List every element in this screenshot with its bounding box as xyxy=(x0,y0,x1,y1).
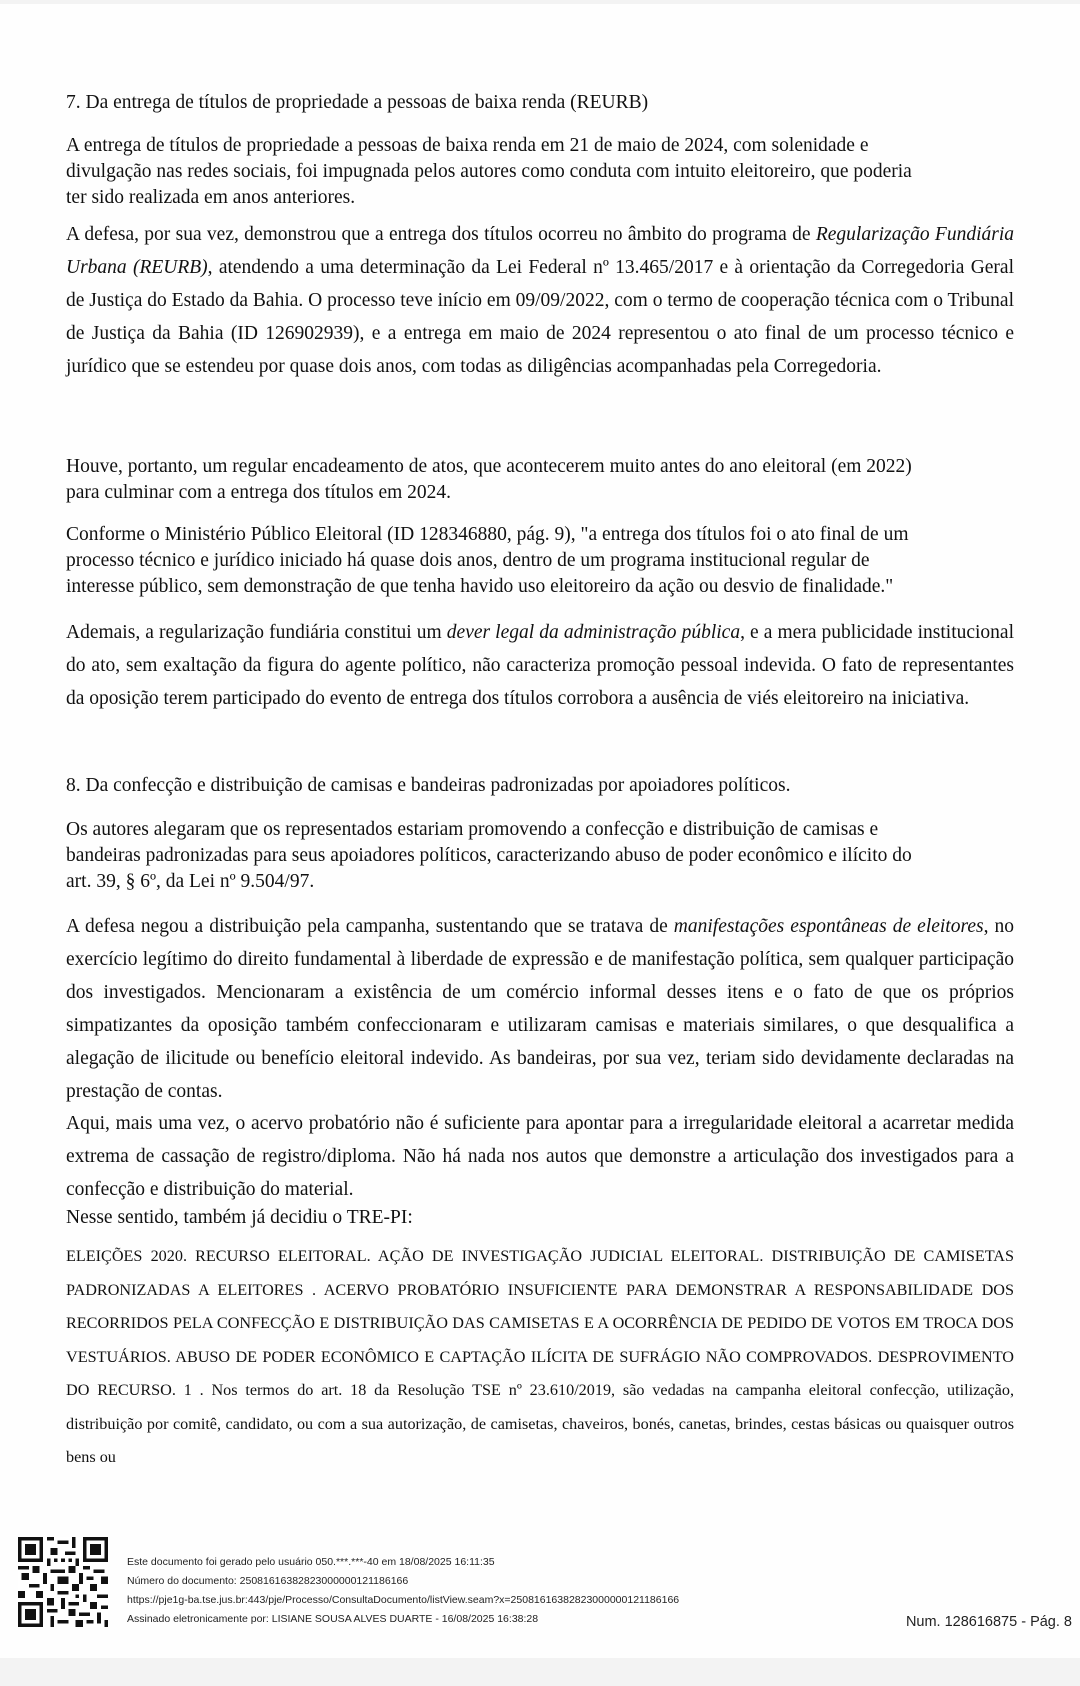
text-line: Houve, portanto, um regular encadeamento de atos, que acontecerem muito antes do ano eleitoral (em 2022) xyxy=(66,456,912,477)
document-url-link[interactable]: https://pje1g-ba.tse.jus.br:443/pje/Processo/ConsultaDocumento/listView.seam?x=25081616382823000000121186166 xyxy=(127,1594,680,1606)
viewer-bottom-bar xyxy=(0,1658,1080,1686)
text-line: interesse público, sem demonstração de que tenha havido uso eleitoreiro da ação ou desvio de finalidade." xyxy=(66,576,894,597)
page-number: Num. 128616875 - Pág. 8 xyxy=(905,1614,1072,1630)
text-line: bandeiras padronizadas para seus apoiadores políticos, caracterizando abuso de poder econômico e ilícito do xyxy=(66,845,912,866)
section-7-paragraph-1 xyxy=(66,133,1014,211)
signed-by-text: Assinado eletronicamente por: LISIANE SOUSA ALVES DUARTE - 16/08/2025 16:38:28 xyxy=(127,1613,539,1625)
section-8-paragraph-4: Nesse sentido, também já decidiu o TRE-PI: xyxy=(66,1207,413,1228)
text-run: , atendendo a uma determinação da Lei Federal nº 13.465/2017 e à orientação da Corregedoria Geral de Justiça do Estado da Bahia. O processo teve início em 09/09/2022, com o termo de cooperação técnica com o Tribunal de Justiça da Bahia (ID 126902939), e a entrega em maio de 2024 representou o ato final de um processo técnico e jurídico que se estendeu por quase dois anos, com todas as diligências acompanhadas pela Corregedoria. xyxy=(66,257,1014,377)
document-number-text: Número do documento: 25081616382823000000121186166 xyxy=(127,1575,409,1587)
text-run: , no exercício legítimo do direito fundamental à liberdade de expressão e de manifestação política, sem qualquer participação dos investigados. Mencionaram a existência de um comércio informal desses itens e o fato de que os próprios simpatizantes da oposição também confeccionaram e utilizaram camisas e materiais similares, o que desqualifica a alegação de ilicitude ou benefício eleitoral indevido. As bandeiras, por sua vez, teriam sido devidamente declaradas na prestação de contas. xyxy=(66,916,1014,1102)
text-run: , e a mera publicidade institucional do ato, sem exaltação da figura do agente político, não caracteriza promoção pessoal indevida. O fato de representantes da oposição terem participado do evento de entrega dos títulos corrobora a ausência de viés eleitoreiro na iniciativa. xyxy=(66,622,1015,709)
section-7-heading: 7. Da entrega de títulos de propriedade a pessoas de baixa renda (REURB) xyxy=(66,92,649,113)
section-8-paragraph-2 xyxy=(66,910,1014,1108)
text-line: divulgação nas redes sociais, foi impugnada pelos autores como conduta com intuito eleitoreiro, que poderia xyxy=(66,161,912,182)
viewer-top-bar xyxy=(0,0,1080,4)
document-footer xyxy=(127,1553,679,1629)
text-line: A entrega de títulos de propriedade a pessoas de baixa renda em 21 de maio de 2024, com solenidade e xyxy=(66,135,869,156)
generated-by-text: Este documento foi gerado pelo usuário 050.***.***-40 em 18/08/2025 16:11:35 xyxy=(127,1556,495,1568)
qr-code-icon xyxy=(18,1537,108,1627)
italic-text: dever legal da administração pública xyxy=(446,622,741,643)
section-7-paragraph-4 xyxy=(66,522,1014,600)
section-7-paragraph-3 xyxy=(66,454,1014,506)
case-law-ementa: ELEIÇÕES 2020. RECURSO ELEITORAL. AÇÃO DE INVESTIGAÇÃO JUDICIAL ELEITORAL. DISTRIBUIÇÃO DE CAMISETAS PADRONIZADAS A ELEITORES . ACERVO PROBATÓRIO INSUFICIENTE PARA DEMONSTRAR A RESPONSABILIDADE DOS RECORRIDOS PELA CONFECÇÃO E DISTRIBUIÇÃO DAS CAMISETAS E A OCORRÊNCIA DE PEDIDO DE VOTOS EM TROCA DOS VESTUÁRIOS. ABUSO DE PODER ECONÔMICO E CAPTAÇÃO ILÍCITA DE SUFRÁGIO NÃO COMPROVADOS. DESPROVIMENTO DO RECURSO. 1 . Nos termos do art. 18 da Resolução TSE nº 23.610/2019, são vedadas na campanha eleitoral confecção, utilização, distribuição por comitê, candidato, ou com a sua autorização, de camisetas, chaveiros, bonés, canetas, brindes, cestas básicas ou quaisquer outros bens ou xyxy=(66,1247,1014,1466)
text-line: Conforme o Ministério Público Eleitoral (ID 128346880, pág. 9), "a entrega dos títulos foi o ato final de um xyxy=(66,524,909,545)
italic-text: Regularização Fundiária Urbana (REURB) xyxy=(66,224,1014,278)
section-8-paragraph-1 xyxy=(66,817,1014,895)
text-line: art. 39, § 6º, da Lei nº 9.504/97. xyxy=(66,871,315,892)
section-7-paragraph-2 xyxy=(66,218,1014,383)
text-line: Os autores alegaram que os representados estariam promovendo a confecção e distribuição de camisas e xyxy=(66,819,879,840)
text-line: para culminar com a entrega dos títulos em 2024. xyxy=(66,482,452,503)
section-8-paragraph-3: Aqui, mais uma vez, o acervo probatório não é suficiente para apontar para a irregularidade eleitoral a acarretar medida extrema de cassação de registro/diploma. Não há nada nos autos que demonstre a articulação dos investigados para a confecção e distribuição do material. xyxy=(66,1113,1014,1200)
section-8-heading: 8. Da confecção e distribuição de camisas e bandeiras padronizadas por apoiadores políticos. xyxy=(66,775,791,796)
text-line: ter sido realizada em anos anteriores. xyxy=(66,187,356,208)
text-line: processo técnico e jurídico iniciado há quase dois anos, dentro de um programa institucional regular de xyxy=(66,550,870,571)
text-run: Ademais, a regularização fundiária constitui um xyxy=(66,622,447,643)
italic-text: manifestações espontâneas de eleitores xyxy=(673,916,984,937)
section-7-paragraph-5 xyxy=(66,616,1014,715)
text-run: A defesa, por sua vez, demonstrou que a entrega dos títulos ocorreu no âmbito do programa de xyxy=(66,224,816,245)
text-run: A defesa negou a distribuição pela campanha, sustentando que se tratava de xyxy=(66,916,674,937)
